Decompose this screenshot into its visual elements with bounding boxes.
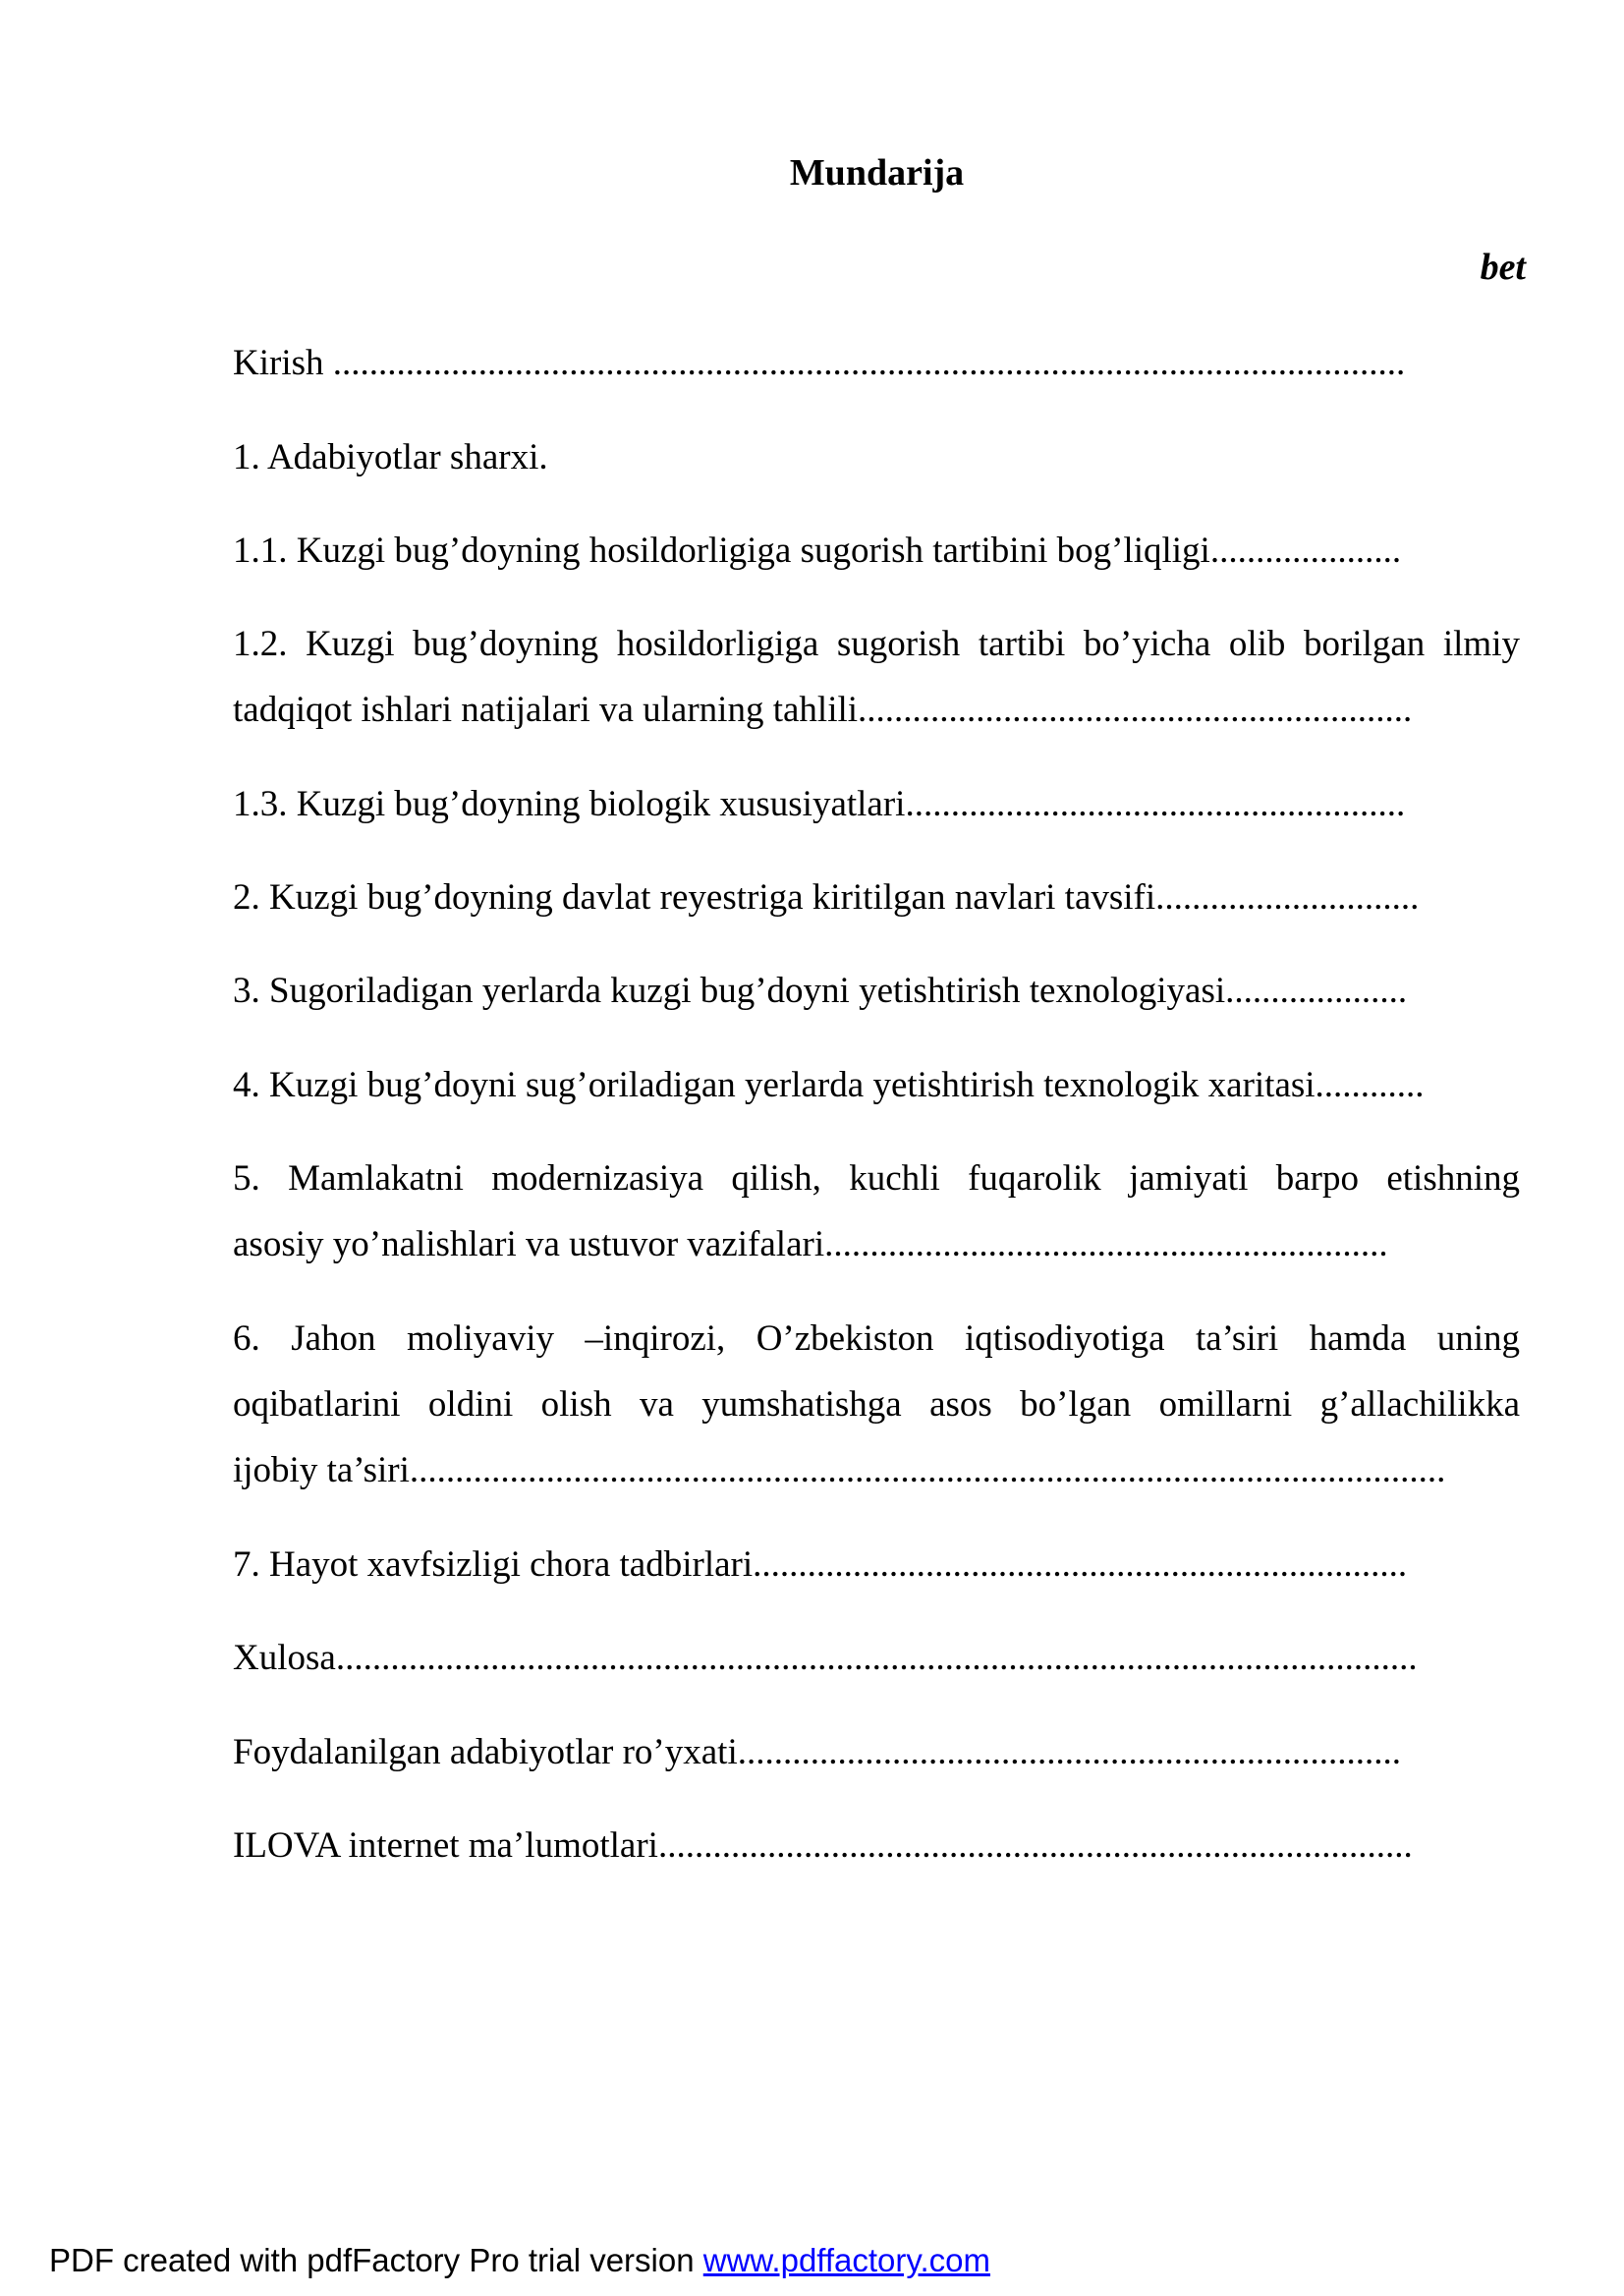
toc-entry-1-3: [233, 771, 1520, 837]
toc-line: 1. Adabiyotlar sharxi.: [233, 437, 548, 477]
page-column-label: bet: [1480, 247, 1526, 288]
toc-line: 4. Kuzgi bug’doyni sug’oriladigan yerlarda yetishtirish texnologik xaritasi............: [233, 1065, 1425, 1105]
toc-line: tadqiqot ishlari natijalari va ularning tahlili.............................................................: [233, 690, 1413, 730]
toc-line: Xulosa.......................................................................................................................: [233, 1638, 1418, 1678]
toc-entry-7: [233, 1532, 1520, 1597]
toc-line: 7. Hayot xavfsizligi chora tadbirlari........................................................................: [233, 1544, 1408, 1585]
toc-line: 1.1. Kuzgi bug’doyning hosildorligiga sugorish tartibini bog’liqligi.....................: [233, 531, 1402, 571]
toc-entry-6: [233, 1306, 1520, 1503]
footer-text: PDF created with pdfFactory Pro trial version: [49, 2242, 703, 2278]
page-title: Mundarija: [789, 152, 965, 194]
toc-line: 2. Kuzgi bug’doyning davlat reyestriga kiritilgan navlari tavsifi.............................: [233, 877, 1420, 918]
toc-line: 1.2. Kuzgi bug’doyning hosildorligiga sugorish tartibi bo’yicha olib borilgan ilmiy: [233, 624, 1520, 664]
toc-entry-2: [233, 865, 1520, 930]
toc-entry-5: [233, 1146, 1520, 1277]
toc-entry-ilova: [233, 1813, 1520, 1878]
pdf-footer: [49, 2240, 990, 2281]
toc-line: ijobiy ta’siri..................................................................................................................: [233, 1450, 1446, 1490]
footer-link[interactable]: www.pdffactory.com: [702, 2242, 990, 2278]
toc-entry-xulosa: [233, 1625, 1520, 1691]
toc-line: 6. Jahon moliyaviy –inqirozi, O’zbekiston iqtisodiyotiga ta’siri hamda uning: [233, 1318, 1520, 1359]
toc-line: oqibatlarini oldini olish va yumshatishga asos bo’lgan omillarni g’allachilikka: [233, 1384, 1520, 1425]
toc-entry-1-2: [233, 611, 1520, 743]
toc-line: Foydalanilgan adabiyotlar ro’yxati.........................................................................: [233, 1732, 1401, 1772]
toc-entry-kirish: [233, 330, 1520, 396]
toc-entry-1: [233, 424, 1520, 490]
toc-entry-1-1: [233, 518, 1520, 584]
toc-entry-3: [233, 958, 1520, 1024]
toc-line: 3. Sugoriladigan yerlarda kuzgi bug’doyni yetishtirish texnologiyasi....................: [233, 971, 1408, 1011]
toc-entry-4: [233, 1052, 1520, 1118]
toc-entry-adabiyotlar: [233, 1719, 1520, 1785]
toc-line: 1.3. Kuzgi bug’doyning biologik xususiyatlari.......................................................: [233, 784, 1406, 824]
toc-line: ILOVA internet ma’lumotlari...................................................................................: [233, 1825, 1413, 1866]
toc-line: 5. Mamlakatni modernizasiya qilish, kuchli fuqarolik jamiyati barpo etishning: [233, 1158, 1520, 1199]
toc-line: asosiy yo’nalishlari va ustuvor vazifalari..............................................................: [233, 1224, 1388, 1264]
toc-line: Kirish ......................................................................................................................: [233, 343, 1406, 383]
